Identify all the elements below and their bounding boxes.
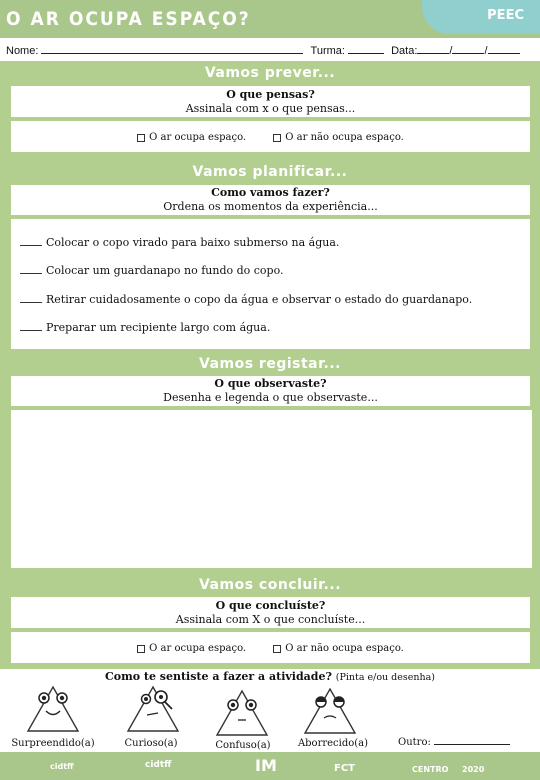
- footer-logo: cidtff: [145, 760, 172, 770]
- date-separator: /: [484, 45, 488, 57]
- predict-question-box: [11, 86, 530, 117]
- conclude-option-1[interactable]: O ar ocupa espaço.: [137, 643, 246, 654]
- name-field[interactable]: [41, 44, 303, 54]
- footer-logo: IM: [255, 756, 277, 775]
- conclude-question-box: [11, 597, 530, 628]
- feeling-label-surprised: Surpreendido(a): [11, 738, 95, 749]
- conclude-question: O que concluíste?: [215, 599, 326, 612]
- predict-options-box: [11, 121, 530, 152]
- surprised-face-icon[interactable]: [25, 684, 81, 734]
- predict-heading: Vamos prever...: [204, 65, 336, 81]
- confused-face-icon[interactable]: [214, 688, 270, 738]
- name-label: Nome:: [6, 45, 39, 57]
- date-month-field[interactable]: [452, 44, 484, 54]
- checkbox-icon[interactable]: [137, 134, 145, 142]
- feeling-label-bored: Aborrecido(a): [297, 738, 369, 749]
- footer-logo: 2020: [462, 765, 485, 774]
- plan-question: Como vamos fazer?: [211, 186, 330, 199]
- conclude-options-box: [11, 632, 530, 663]
- predict-question: O que pensas?: [226, 88, 315, 101]
- bored-face-icon[interactable]: [302, 686, 358, 736]
- order-blank[interactable]: [20, 273, 42, 274]
- order-blank[interactable]: [20, 302, 42, 303]
- plan-step: Preparar um recipiente largo com água.: [20, 321, 270, 334]
- curious-face-icon[interactable]: [125, 684, 181, 734]
- record-question: O que observaste?: [214, 377, 327, 390]
- footer-logo: CENTRO: [412, 765, 449, 774]
- class-label: Turma:: [310, 45, 345, 57]
- date-separator: /: [449, 45, 453, 57]
- footer-logo: FCT: [334, 763, 355, 774]
- checkbox-icon[interactable]: [137, 645, 145, 653]
- order-blank[interactable]: [20, 330, 42, 331]
- feeling-label-curious: Curioso(a): [124, 738, 178, 749]
- predict-option-2[interactable]: O ar não ocupa espaço.: [273, 132, 404, 143]
- date-day-field[interactable]: [417, 44, 449, 54]
- record-instruction: Desenha e legenda o que observaste...: [163, 391, 378, 404]
- record-heading: Vamos registar...: [199, 356, 341, 372]
- predict-instruction: Assinala com x o que pensas...: [185, 102, 356, 115]
- plan-instruction: Ordena os momentos da experiência...: [163, 200, 378, 213]
- plan-step: Retirar cuidadosamente o copo da água e observar o estado do guardanapo.: [20, 293, 472, 306]
- feelings-question: Como te sentiste a fazer a atividade? (Pinta e/ou desenha): [104, 670, 435, 683]
- plan-question-box: [11, 185, 530, 215]
- record-question-box: [11, 376, 530, 406]
- student-info-row: [6, 44, 536, 57]
- feelings-hint: (Pinta e/ou desenha): [335, 672, 435, 683]
- conclude-heading: Vamos concluir...: [198, 577, 342, 593]
- order-blank[interactable]: [20, 245, 42, 246]
- date-label: Data:: [391, 45, 418, 57]
- class-field[interactable]: [348, 44, 384, 54]
- date-year-field[interactable]: [488, 44, 520, 54]
- brand-label: PEEC: [487, 8, 524, 23]
- predict-option-1[interactable]: O ar ocupa espaço.: [137, 132, 246, 143]
- other-label: Outro:: [398, 737, 431, 748]
- conclude-instruction: Assinala com X o que concluíste...: [175, 613, 366, 626]
- checkbox-icon[interactable]: [273, 645, 281, 653]
- other-feeling: [398, 736, 510, 748]
- drawing-area[interactable]: [11, 410, 532, 568]
- other-field[interactable]: [434, 736, 510, 745]
- page-title: O AR OCUPA ESPAÇO?: [6, 8, 251, 30]
- plan-step: Colocar o copo virado para baixo submerso na água.: [20, 236, 339, 249]
- plan-heading: Vamos planificar...: [192, 164, 348, 180]
- conclude-option-2[interactable]: O ar não ocupa espaço.: [273, 643, 404, 654]
- feeling-label-confused: Confuso(a): [215, 740, 271, 751]
- footer-logo: cidtff: [50, 762, 74, 771]
- plan-step: Colocar um guardanapo no fundo do copo.: [20, 264, 284, 277]
- checkbox-icon[interactable]: [273, 134, 281, 142]
